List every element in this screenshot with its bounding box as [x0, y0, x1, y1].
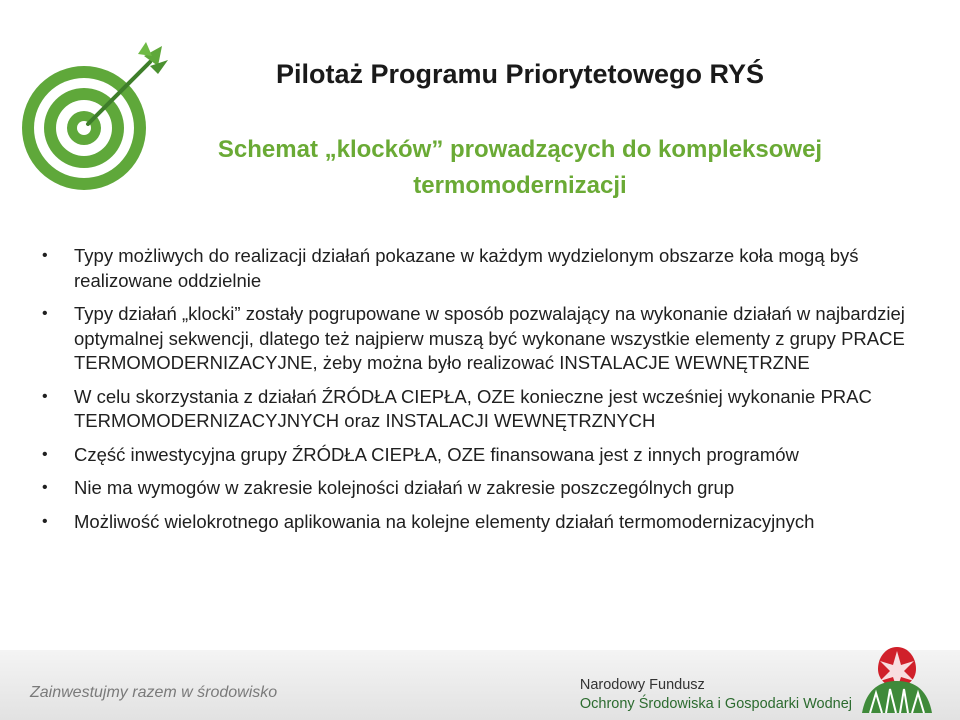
bullet-text: Możliwość wielokrotnego aplikowania na kolejne elementy działań termomodernizacyjnych — [74, 510, 815, 532]
slide-subtitle — [150, 132, 890, 204]
bullet-dot: • — [42, 512, 48, 530]
bullet-dot: • — [42, 445, 48, 463]
bullet-text: W celu skorzystania z działań ŹRÓDŁA CIEPŁA, OZE konieczne jest wcześniej wykonanie PRAC TERMOMODERNIZACYJNYCH oraz INSTALACJI WEWNĘTRZNYCH — [74, 385, 872, 431]
footer-slogan: Zainwestujmy razem w środowisko — [30, 684, 278, 701]
bullet-item — [40, 476, 920, 501]
bullet-text: Typy działań „klocki” zostały pogrupowane w sposób pozwalający na wykonanie działań w najbardziej optymalnej sekwencji, dlatego też najpierw muszą być wykonane wszystkie elementy z grupy PRACE TERMOMODERNIZACYJNE, żeby można było realizować INSTALACJE WEWNĘTRZNE — [74, 303, 905, 373]
bullet-item — [40, 302, 920, 376]
bullet-text: Typy możliwych do realizacji działań pokazane w każdym wydzielonym obszarze koła mogą byś realizowane oddzielnie — [74, 245, 859, 291]
bullet-dot: • — [42, 479, 48, 496]
nfosigw-logo-icon — [856, 643, 938, 715]
organization-name-line-2: Ochrony Środowiska i Gospodarki Wodnej — [579, 696, 852, 712]
target-arrow-icon — [12, 38, 172, 198]
bullet-item — [40, 510, 920, 535]
bullet-dot: • — [42, 387, 48, 405]
subtitle-line-2: termomodernizacji — [413, 172, 627, 199]
bullet-dot: • — [42, 247, 48, 264]
organization-name — [580, 676, 852, 714]
organization-name-line-1: Narodowy Fundusz — [579, 677, 705, 693]
bullet-item — [40, 443, 920, 468]
slide-title: Pilotaż Programu Priorytetowego RYŚ — [275, 59, 765, 89]
bullet-dot: • — [42, 305, 48, 322]
bullet-text: Nie ma wymogów w zakresie kolejności działań w zakresie poszczególnych grup — [74, 477, 735, 498]
subtitle-line-1: Schemat „klocków” prowadzących do kompleksowej — [217, 136, 823, 163]
bullet-item — [40, 385, 920, 434]
bullet-item — [40, 244, 920, 293]
bullet-text: Część inwestycyjna grupy ŹRÓDŁA CIEPŁA, OZE finansowana jest z innych programów — [74, 443, 799, 465]
bullet-list — [40, 244, 920, 543]
